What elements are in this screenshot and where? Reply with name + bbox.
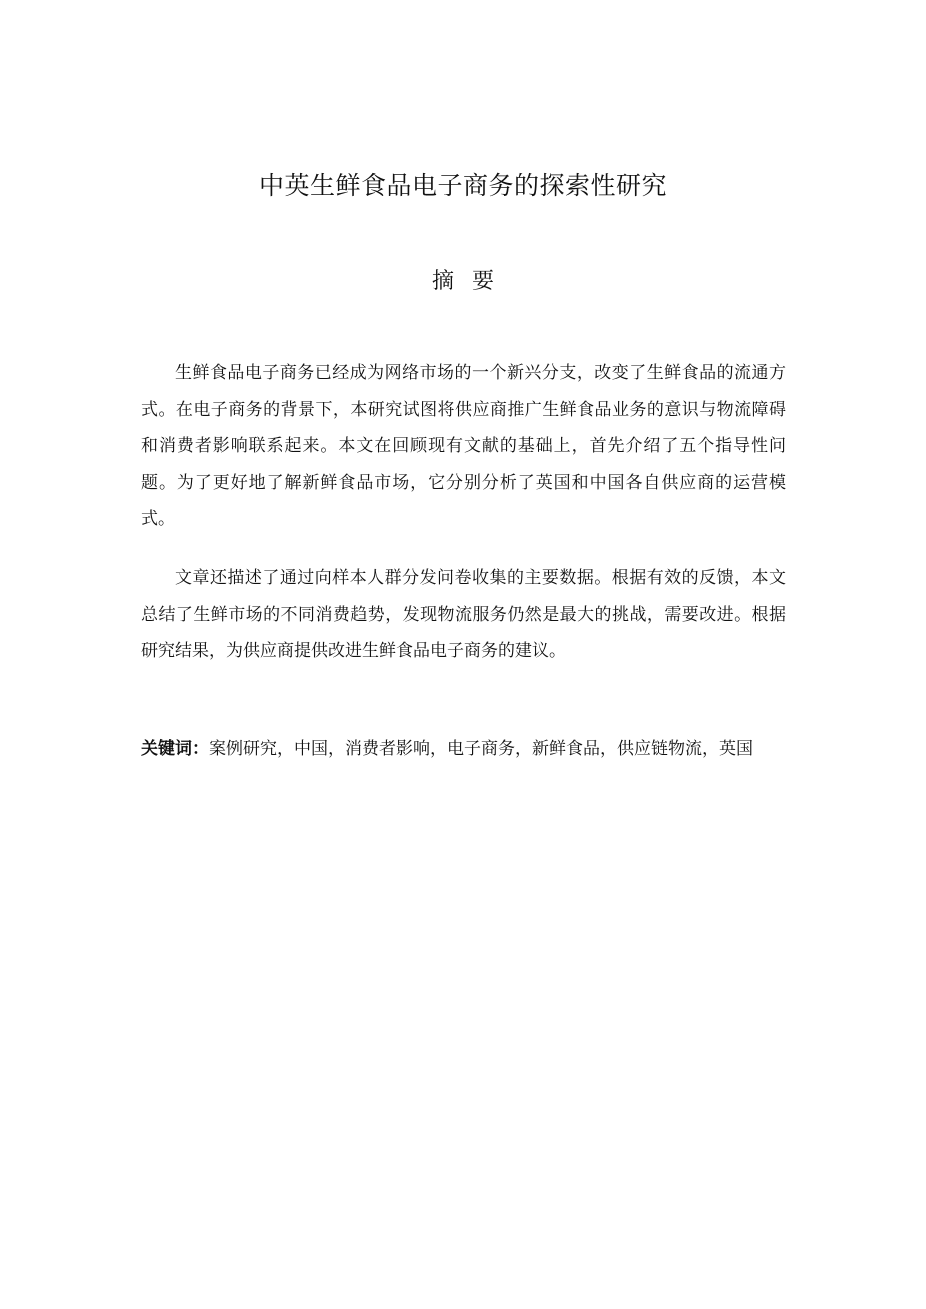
abstract-heading: 摘要 xyxy=(431,269,512,294)
abstract-paragraph-2: 文章还描述了通过向样本人群分发问卷收集的主要数据。根据有效的反馈，本文总结了生鲜市场的不同消费趋势，发现物流服务仍然是最大的挑战，需要改进。根据研究结果，为供应商提供改进生鲜食品电子商务的建议。 xyxy=(141,568,786,661)
abstract-paragraph-1: 生鲜食品电子商务已经成为网络市场的一个新兴分支，改变了生鲜食品的流通方式。在电子商务的背景下，本研究试图将供应商推广生鲜食品业务的意识与物流障碍和消费者影响联系起来。本文在回顾现有文献的基础上，首先介绍了五个指导性问题。为了更好地了解新鲜食品市场，它分别分析了英国和中国各自供应商的运营模式。 xyxy=(141,363,786,529)
keywords-text: 案例研究，中国，消费者影响，电子商务，新鲜食品，供应链物流，英国 xyxy=(209,739,753,759)
keywords-line xyxy=(141,736,786,762)
keywords-label: 关键词： xyxy=(141,739,209,759)
document-title: 中英生鲜食品电子商务的探索性研究 xyxy=(258,171,667,200)
